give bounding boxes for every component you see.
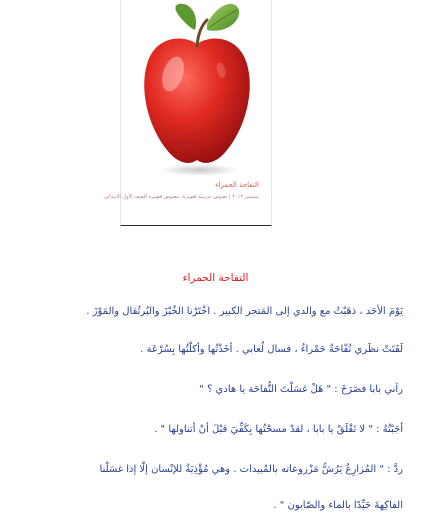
book-cover	[104, 0, 272, 226]
story-title: التفاحة الحمراء	[182, 272, 249, 284]
leaf-back	[175, 4, 196, 30]
story-line: يَوْمَ الأحَد ، ذهَبْتُ مع والدي إلى المَتجر الكبير . اخْتَرْنا الخُبْزَ والبُرتُقال والمَوْزَ .	[86, 306, 403, 317]
story-line: رآني بابا فصَرَخَ : " هَلْ غسَلْتَ التُّفاحَة يا هادي ؟ "	[199, 384, 403, 395]
apple-body	[144, 39, 250, 163]
story-line: لَفَتَتْ نظَري تُفّاحَةٌ حَمْراءُ ، فسال لُعابي . أخَذْتُها وأكلْتُها بِسُرْعَة .	[140, 344, 403, 355]
cover-subtitle: سبتمبر ٢٠١٢ | نصوص تدريبية قصيرة، بنصوص قصيرة للصف الأول الابتدائي	[104, 194, 259, 200]
cover-title: التفاحة الحمراء	[215, 181, 259, 189]
leaf-front	[207, 4, 239, 31]
story-line: أجَبْتُهُ : " لا تَقْلَقْ يا بابا ، لقدْ مسحْتُها بِكَفِّيَ قبْلَ أنْ أتناولها " .	[154, 424, 403, 435]
apple-shadow	[159, 164, 239, 176]
story-line: ردَّ : " المُزارِعُ يَرُشُّ مَزْروعاته بالمُبيدات . وهي مُؤْذِيَةٌ للإنْسان إلّا إذا غسَلْنا	[99, 464, 403, 475]
story-line: الفاكِهةَ جَيِّدًا بالماء والصّابون " .	[273, 500, 403, 511]
red-apple-illustration	[121, 0, 273, 178]
